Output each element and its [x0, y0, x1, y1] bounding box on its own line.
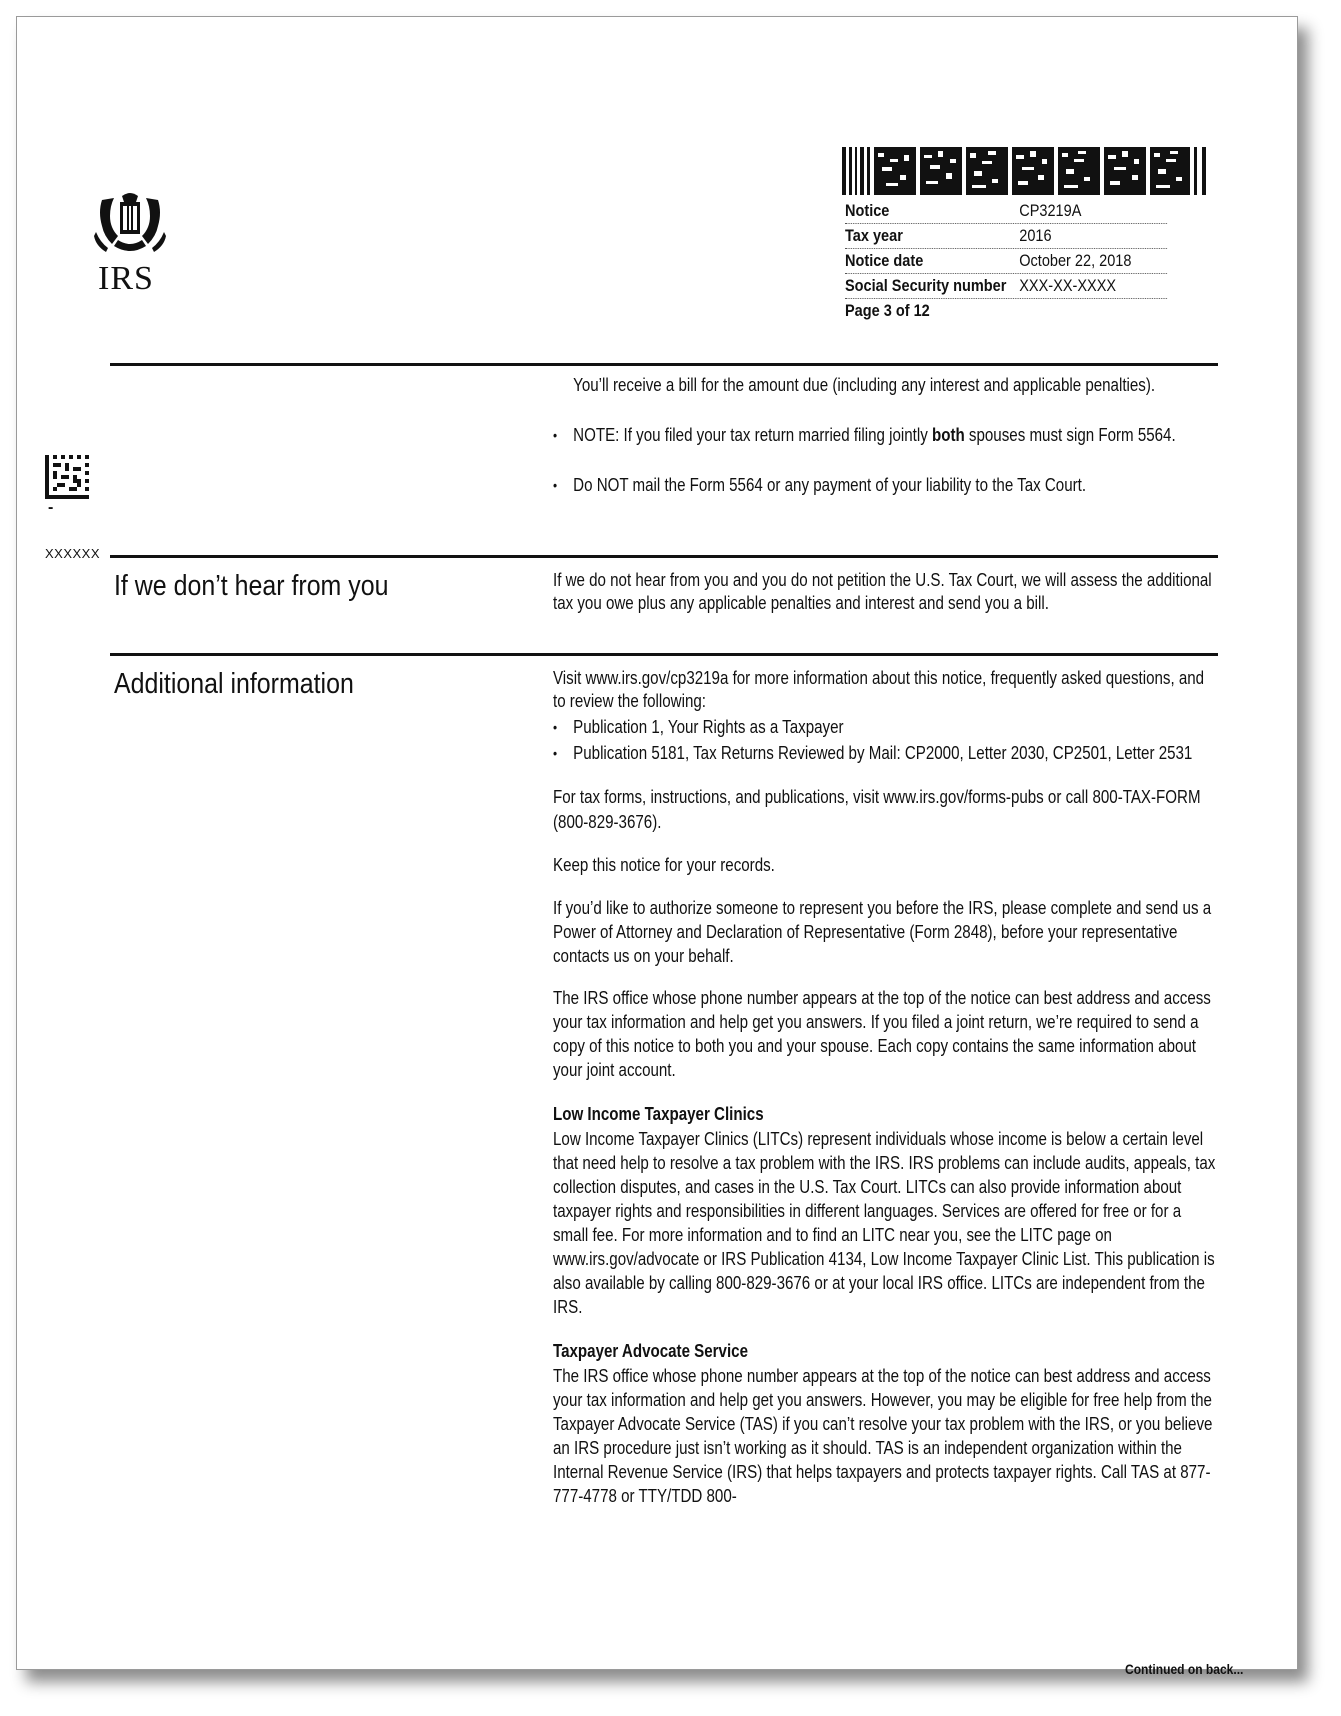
publication-list: [553, 715, 1217, 767]
no-response-block: [553, 569, 1218, 615]
irs-logo: [92, 192, 182, 298]
notice-page: [16, 16, 1298, 1677]
info-label: Notice date: [845, 252, 924, 270]
section-title-additional: Additional information: [114, 668, 354, 700]
info-label: Social Security number: [845, 277, 1007, 295]
intro-block: [553, 373, 1218, 498]
section-divider: [110, 555, 1218, 558]
additional-block: [553, 667, 1218, 1508]
note-bold: both: [931, 425, 965, 445]
info-row-notice: [845, 199, 1167, 224]
tas-paragraph: The IRS office whose phone number appears at the top of the notice can best address and access your tax information and help get you answers. However, you may be eligible for free help from the Taxpayer Advocate Service (TAS) if you can’t resolve your tax problem with the IRS, or you believe an IRS procedure just isn’t working as it should. TAS is an independent organization within the Internal Revenue Service (IRS) that helps taxpayers and protects taxpayer rights. Call TAS at 877-777-4778 or TTY/TDD 800-: [553, 1366, 1213, 1506]
info-value: 2016: [1019, 227, 1052, 245]
continued-label: Continued on back...: [1125, 1661, 1244, 1677]
publication-item: • Publication 5181, Tax Returns Reviewed by Mail: CP2000, Letter 2030, CP2501, Letter 2531: [553, 740, 1217, 767]
irs-logo-text: IRS: [98, 260, 154, 297]
authorize-paragraph: If you’d like to authorize someone to represent you before the IRS, please complete and send us a Power of Attorney and Declaration of Representative (Form 2848), before your representative contacts us on your behalf.: [553, 898, 1212, 966]
no-response-body: If we do not hear from you and you do not petition the U.S. Tax Court, we will assess the additional tax you owe plus any applicable penalties and interest and send you a bill.: [553, 570, 1212, 613]
note-text: NOTE: If you filed your tax return married filing jointly: [573, 425, 932, 445]
info-label: Tax year: [845, 227, 903, 245]
eagle-emblem-icon: [92, 192, 168, 258]
note-bullet: [553, 423, 1217, 448]
margin-dash: -: [48, 499, 54, 516]
notice-info-table: [845, 199, 1167, 323]
litc-heading: Low Income Taxpayer Clinics: [553, 1104, 764, 1124]
section-divider: [110, 363, 1218, 366]
section-divider: [110, 653, 1218, 656]
litc-paragraph: Low Income Taxpayer Clinics (LITCs) represent individuals whose income is below a certain level that need help to resolve a tax problem with the IRS. IRS problems can include audits, appeals, tax collection disputes, and cases in the U.S. Tax Court. LITCs can also provide information about taxpayer rights and responsibilities in different languages. Services are offered for free or for a small fee. For more information and to find an LITC near you, see the LITC page on www.irs.gov/advocate or IRS Publication 4134, Low Income Taxpayer Clinic List. This publication is also available by calling 800-829-3676 or at your local IRS office. LITCs are independent from the IRS.: [553, 1129, 1216, 1317]
info-row-tax-year: [845, 224, 1167, 249]
info-row-ssn: [845, 274, 1167, 299]
forms-paragraph: For tax forms, instructions, and publications, visit www.irs.gov/forms-pubs or call 800-TAX-FORM (800-829-3676).: [553, 787, 1201, 832]
page-number: Page 3 of 12: [845, 302, 930, 320]
info-value: CP3219A: [1019, 202, 1082, 220]
margin-code: XXXXXX: [45, 546, 101, 561]
visit-paragraph: Visit www.irs.gov/cp3219a for more information about this notice, frequently asked questions, and to review the following:: [553, 668, 1205, 711]
section-title-no-response: If we don’t hear from you: [114, 570, 389, 602]
barcode: [842, 145, 1212, 197]
mail-bullet: • Do NOT mail the Form 5564 or any payment of your liability to the Tax Court.: [553, 473, 1217, 498]
info-label: Notice: [845, 202, 890, 220]
tas-heading: Taxpayer Advocate Service: [553, 1341, 748, 1361]
info-row-page: [845, 299, 1167, 323]
info-value: XXX-XX-XXXX: [1019, 277, 1117, 295]
bill-paragraph: You’ll receive a bill for the amount due (including any interest and applicable penalties).: [573, 375, 1156, 395]
intro-bullets: [553, 423, 1217, 498]
office-paragraph: The IRS office whose phone number appears at the top of the notice can best address and access your tax information and help get you answers. If you filed a joint return, we’re required to send a copy of this notice to both you and your spouse. Each copy contains the same information about your joint account.: [553, 988, 1211, 1080]
info-value: October 22, 2018: [1019, 252, 1132, 270]
info-row-notice-date: [845, 249, 1167, 274]
datamatrix-code-icon: [45, 455, 89, 499]
keep-paragraph: Keep this notice for your records.: [553, 855, 775, 875]
note-text-end: spouses must sign Form 5564.: [964, 425, 1176, 445]
info-value: [1019, 299, 1167, 323]
publication-item: • Publication 1, Your Rights as a Taxpayer: [553, 715, 1217, 740]
